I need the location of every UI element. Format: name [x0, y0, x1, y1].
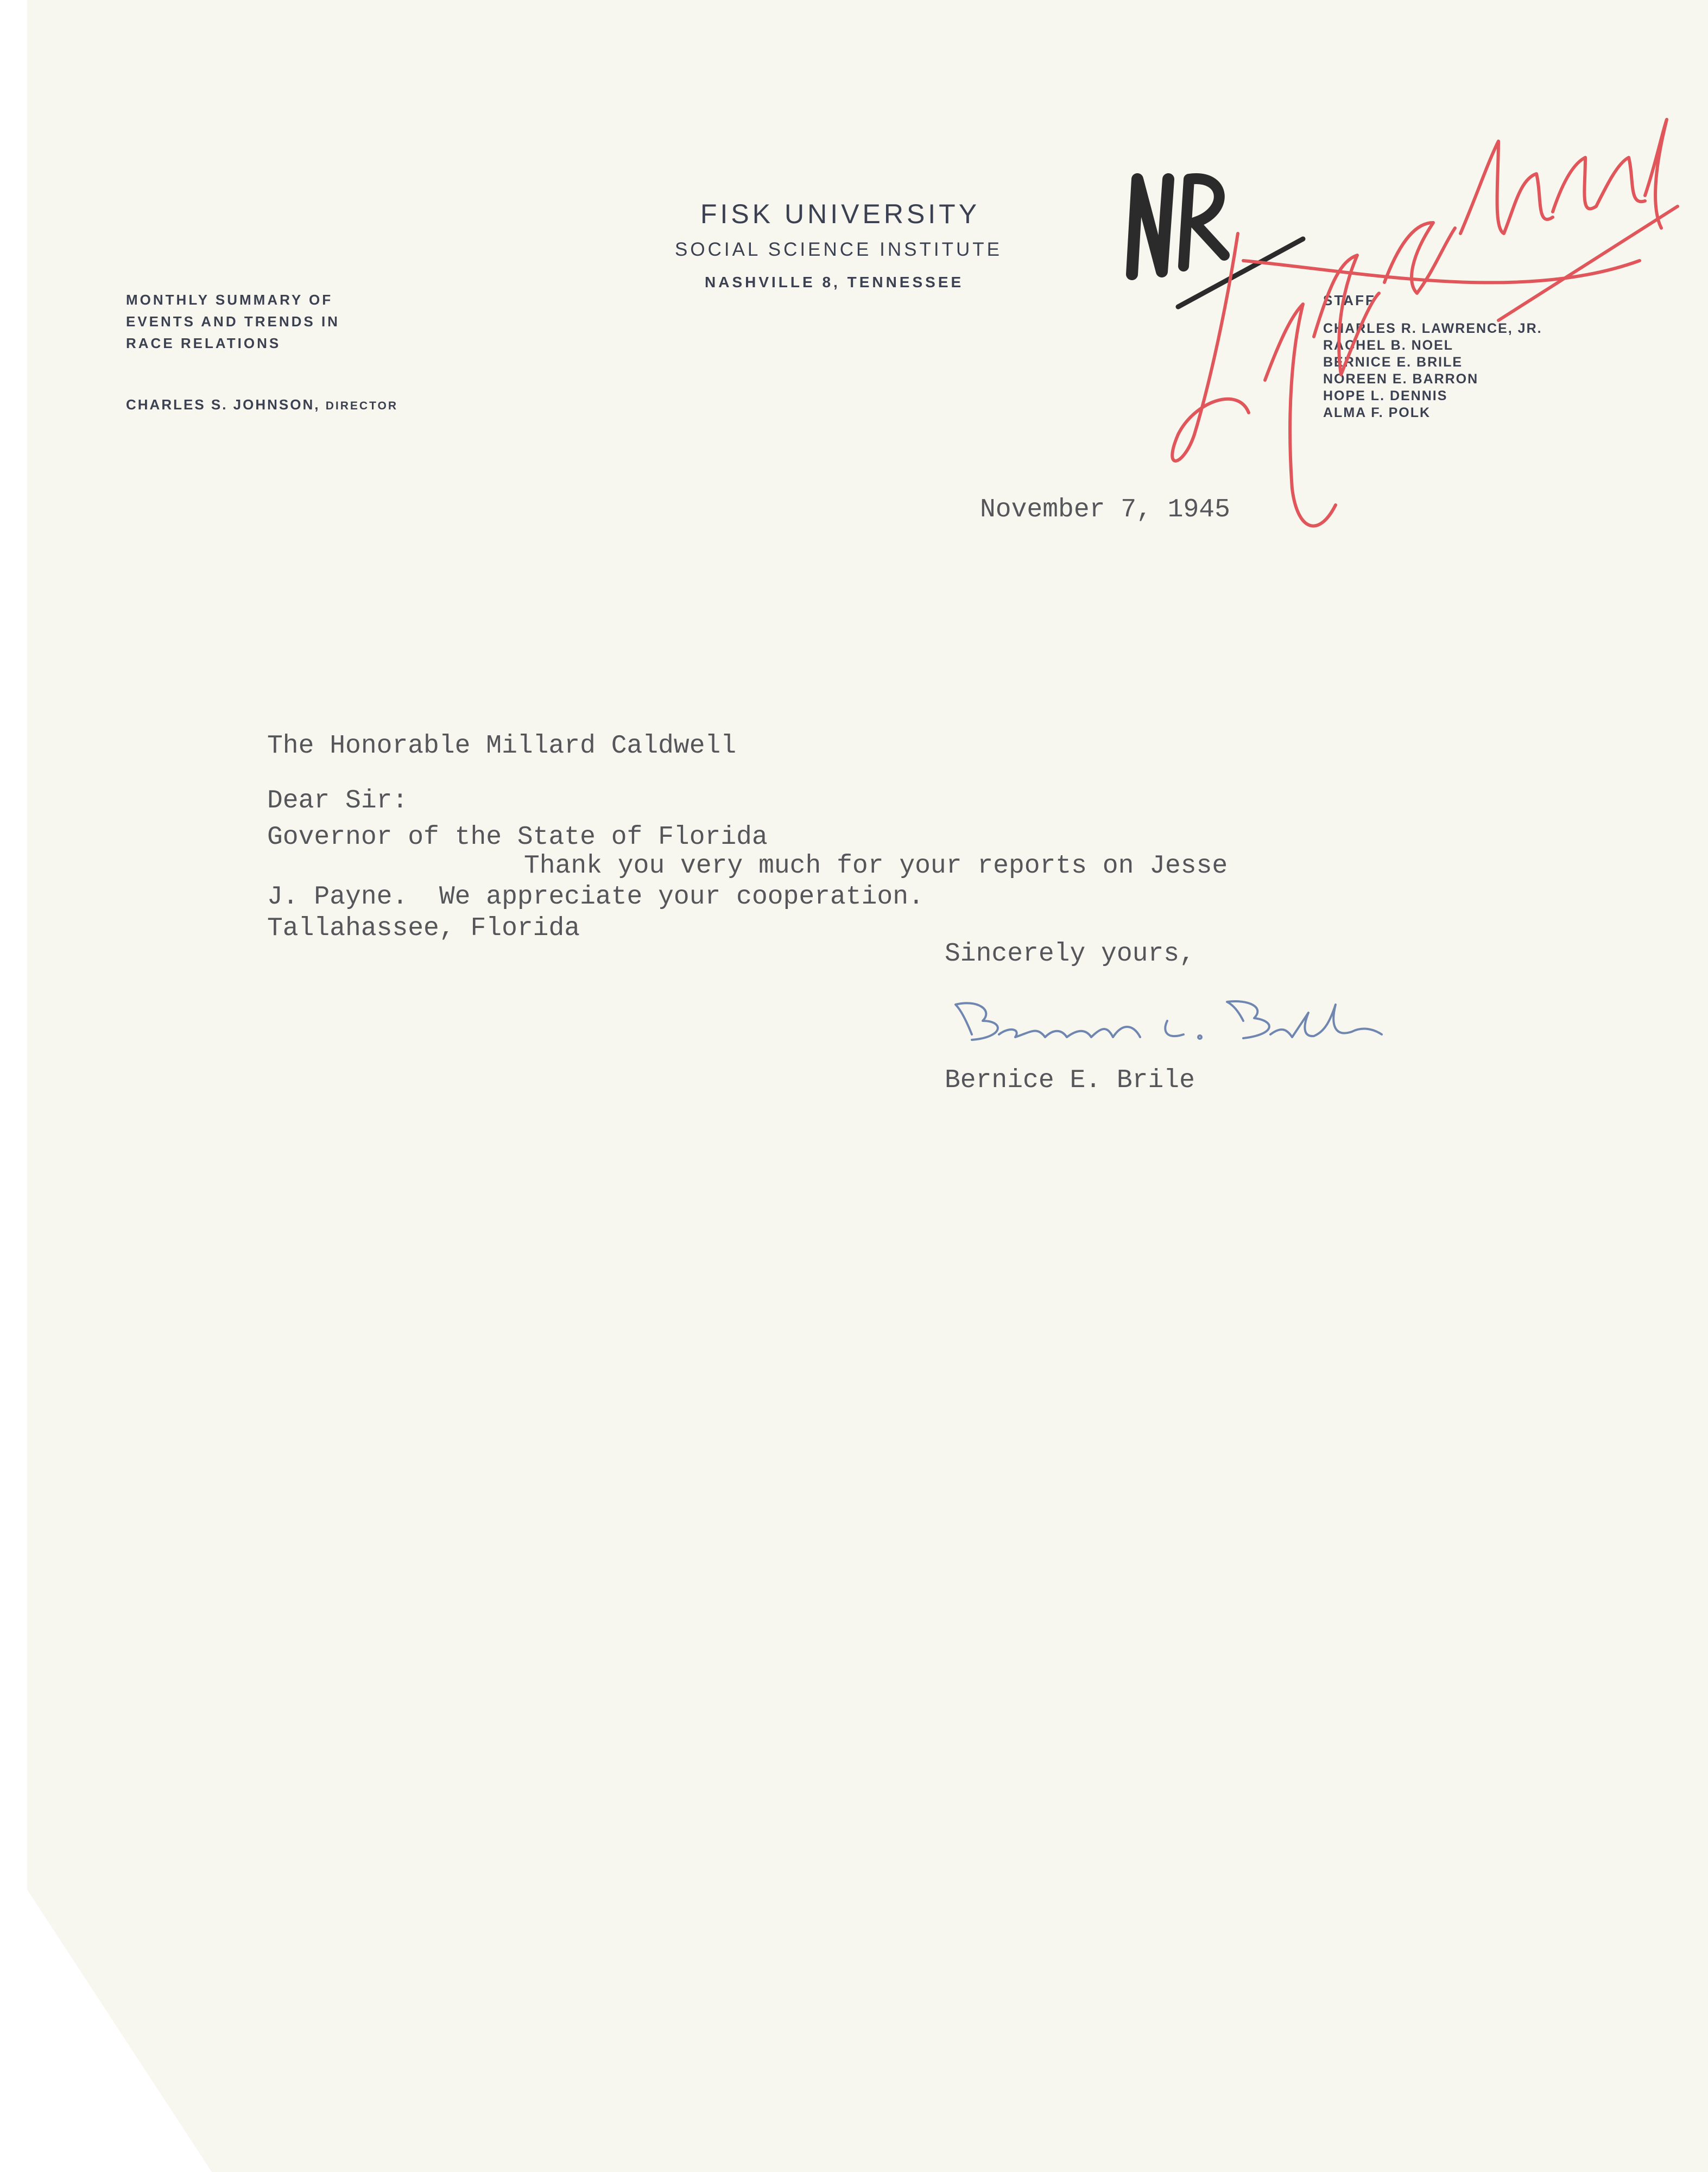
closing: Sincerely yours,: [945, 939, 1195, 969]
recipient-line: The Honorable Millard Caldwell: [267, 731, 737, 761]
signer-name: Bernice E. Brile: [945, 1066, 1195, 1095]
salutation: Dear Sir:: [267, 786, 408, 816]
staff-member: CHARLES R. LAWRENCE, JR.: [1323, 321, 1542, 336]
staff-member: RACHEL B. NOEL: [1323, 338, 1454, 353]
publication-line: EVENTS AND TRENDS IN: [126, 313, 340, 330]
director-line: [126, 396, 398, 413]
staff-member: NOREEN E. BARRON: [1323, 371, 1479, 387]
body-line: J. Payne. We appreciate your cooperation.: [267, 882, 924, 912]
publication-title: [126, 289, 340, 354]
recipient-address: [267, 670, 768, 974]
publication-line: MONTHLY SUMMARY OF: [126, 292, 333, 308]
recipient-line: Governor of the State of Florida: [267, 823, 768, 852]
recipient-line: Tallahassee, Florida: [267, 914, 580, 943]
university-name: FISK UNIVERSITY: [700, 199, 980, 229]
institute-city: NASHVILLE 8, TENNESSEE: [705, 274, 964, 291]
staff-member: HOPE L. DENNIS: [1323, 388, 1448, 403]
director-name: CHARLES S. JOHNSON,: [126, 396, 320, 413]
director-title: DIRECTOR: [325, 400, 398, 412]
staff-member: BERNICE E. BRILE: [1323, 355, 1463, 370]
publication-line: RACE RELATIONS: [126, 335, 281, 351]
staff-member: ALMA F. POLK: [1323, 405, 1431, 420]
staff-heading: STAFF: [1323, 292, 1376, 308]
staff-list: [1323, 320, 1542, 421]
body-line: Thank you very much for your reports on Jesse: [524, 851, 1228, 881]
institute-name: SOCIAL SCIENCE INSTITUTE: [675, 239, 1002, 260]
letter-date: November 7, 1945: [980, 495, 1230, 525]
